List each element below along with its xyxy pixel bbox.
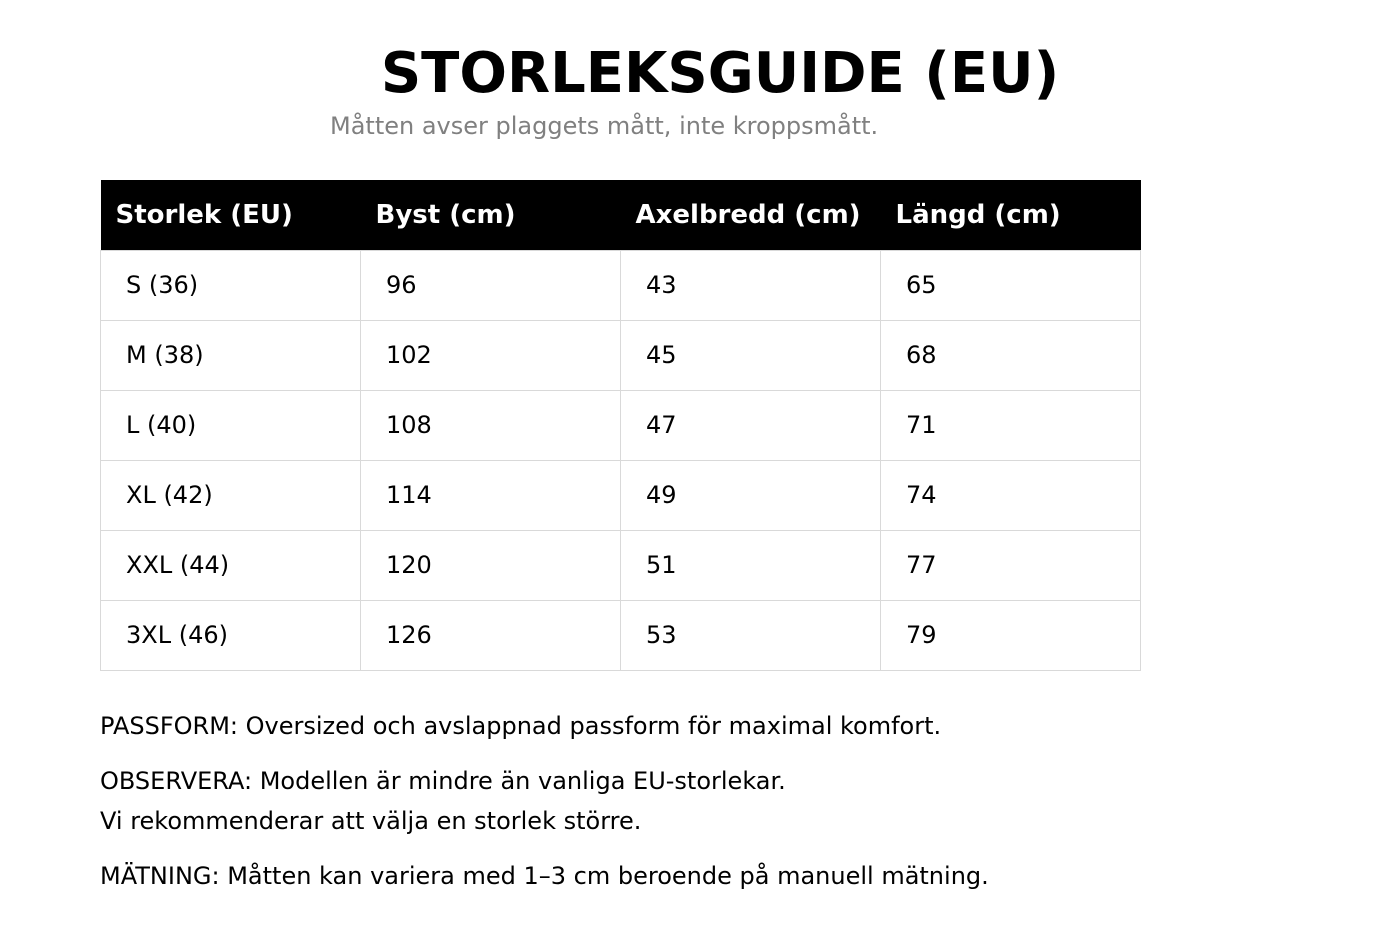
table-cell-length: 77 xyxy=(881,530,1141,600)
table-cell-length: 79 xyxy=(881,600,1141,670)
table-cell-shoulder-width: 43 xyxy=(621,250,881,320)
table-cell-bust: 120 xyxy=(361,530,621,600)
table-cell-size: XL (42) xyxy=(101,460,361,530)
table-cell-size: L (40) xyxy=(101,390,361,460)
table-cell-bust: 108 xyxy=(361,390,621,460)
table-row xyxy=(101,460,1141,530)
table-cell-bust: 114 xyxy=(361,460,621,530)
table-cell-size: M (38) xyxy=(101,320,361,390)
table-row xyxy=(101,320,1141,390)
measurement-note: MÄTNING: Måtten kan variera med 1–3 cm beroende på manuell mätning. xyxy=(100,862,989,890)
table-cell-size: S (36) xyxy=(101,250,361,320)
table-cell-length: 74 xyxy=(881,460,1141,530)
table-cell-shoulder-width: 45 xyxy=(621,320,881,390)
column-header-length: Längd (cm) xyxy=(881,180,1141,250)
table-cell-length: 65 xyxy=(881,250,1141,320)
size-recommendation-note: Vi rekommenderar att välja en storlek större. xyxy=(100,807,642,835)
table-cell-shoulder-width: 51 xyxy=(621,530,881,600)
table-cell-length: 68 xyxy=(881,320,1141,390)
column-header-bust: Byst (cm) xyxy=(361,180,621,250)
table-row xyxy=(101,390,1141,460)
sizing-warning-note: OBSERVERA: Modellen är mindre än vanliga EU-storlekar. xyxy=(100,767,786,795)
table-header-row xyxy=(101,180,1141,250)
table-row xyxy=(101,530,1141,600)
table-cell-bust: 96 xyxy=(361,250,621,320)
page-title: STORLEKSGUIDE (EU) xyxy=(380,41,1060,106)
page-subtitle: Måtten avser plaggets mått, inte kroppsmått. xyxy=(330,112,879,140)
table-cell-shoulder-width: 53 xyxy=(621,600,881,670)
table-cell-bust: 126 xyxy=(361,600,621,670)
table-cell-shoulder-width: 49 xyxy=(621,460,881,530)
table-cell-length: 71 xyxy=(881,390,1141,460)
table-row xyxy=(101,600,1141,670)
size-chart-table xyxy=(100,180,1141,671)
column-header-shoulder-width: Axelbredd (cm) xyxy=(621,180,881,250)
table-row xyxy=(101,250,1141,320)
table-cell-size: XXL (44) xyxy=(101,530,361,600)
fit-note: PASSFORM: Oversized och avslappnad passform för maximal komfort. xyxy=(100,712,942,740)
table-cell-bust: 102 xyxy=(361,320,621,390)
column-header-size: Storlek (EU) xyxy=(101,180,361,250)
table-cell-size: 3XL (46) xyxy=(101,600,361,670)
table-cell-shoulder-width: 47 xyxy=(621,390,881,460)
